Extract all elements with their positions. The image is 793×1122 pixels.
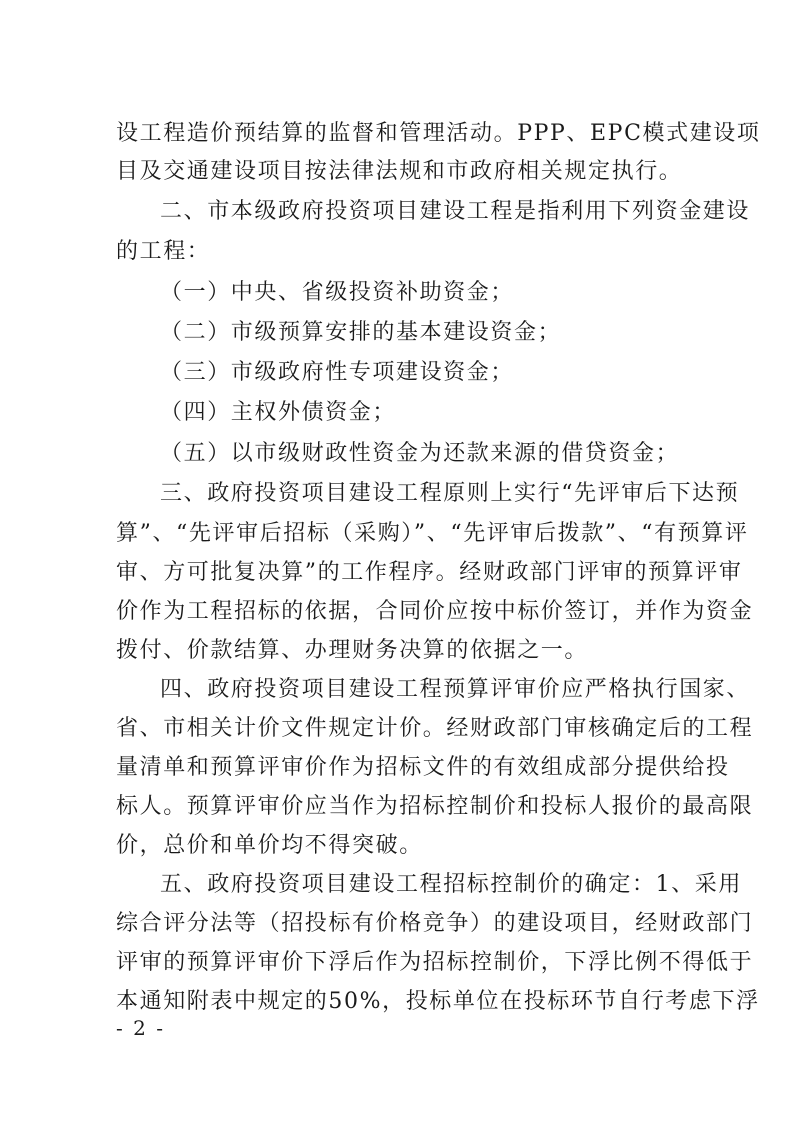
page-number: - 2 -: [116, 1016, 165, 1040]
paragraph-five-heading: 五、政府投资项目建设工程招标控制价的确定：1、采用: [160, 872, 742, 897]
text-line: 综合评分法等（招投标有价格竞争）的建设项目，经财政部门: [116, 911, 754, 936]
list-item: （一）中央、省级投资补助资金；: [160, 280, 515, 305]
text-line: 量清单和预算评审价作为招标文件的有效组成部分提供给投: [116, 755, 730, 780]
text-line: 标人。预算评审价应当作为招标控制价和投标人报价的最高限: [116, 794, 754, 819]
text-line: 省、市相关计价文件规定计价。经财政部门审核确定后的工程: [116, 716, 754, 741]
list-item: （二）市级预算安排的基本建设资金；: [160, 320, 562, 345]
text-line: 价作为工程招标的依据，合同价应按中标价签订，并作为资金: [116, 599, 754, 624]
paragraph-four-heading: 四、政府投资项目建设工程预算评审价应严格执行国家、: [160, 677, 751, 702]
text-line: 目及交通建设项目按法律法规和市政府相关规定执行。: [116, 159, 683, 184]
list-item: （四）主权外债资金；: [160, 400, 397, 425]
text-line: 的工程：: [116, 239, 211, 264]
text-line: 拨付、价款结算、办理财务决算的依据之一。: [116, 638, 589, 663]
paragraph-two-heading: 二、市本级政府投资项目建设工程是指利用下列资金建设: [160, 199, 751, 224]
text-line: 评审的预算评审价下浮后作为招标控制价，下浮比例不得低于: [116, 950, 754, 975]
paragraph-three-heading: 三、政府投资项目建设工程原则上实行“先评审后下达预: [160, 481, 740, 506]
text-line: 审、方可批复决算”的工作程序。经财政部门评审的预算评审: [116, 560, 743, 585]
text-line: 算”、“先评审后招标（采购）”、“先评审后拨款”、“有预算评: [116, 521, 749, 546]
text-line: 价，总价和单价均不得突破。: [116, 833, 423, 858]
text-line: 设工程造价预结算的监督和管理活动。PPP、EPC模式建设项: [116, 121, 761, 146]
text-line: 本通知附表中规定的50%，投标单位在投标环节自行考虑下浮: [116, 989, 760, 1014]
list-item: （五）以市级财政性资金为还款来源的借贷资金；: [160, 441, 680, 466]
list-item: （三）市级政府性专项建设资金；: [160, 360, 515, 385]
